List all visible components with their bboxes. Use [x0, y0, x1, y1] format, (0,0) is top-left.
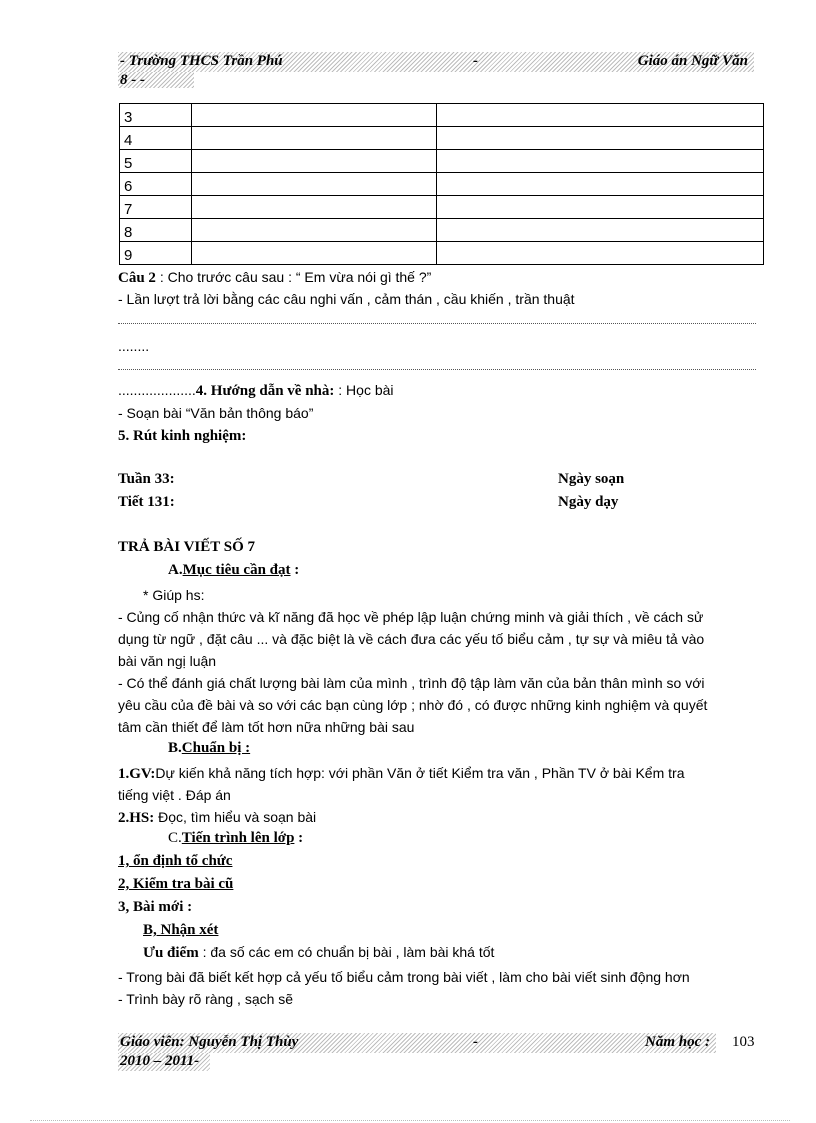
page-footer [118, 1033, 758, 1073]
section-c-heading: C.Tiến trình lên lớp : [168, 830, 304, 846]
header-bar [118, 52, 754, 72]
teach-date: Ngày dạy [558, 494, 619, 510]
dotted-line [118, 369, 756, 370]
row-number: 9 [120, 242, 192, 265]
lesson-title: TRẢ BÀI VIẾT SỐ 7 [118, 539, 255, 555]
objective-line: bài văn ngị luận [118, 653, 217, 669]
step-1: 1, ổn định tổ chức [118, 853, 233, 869]
row-number: 4 [120, 127, 192, 150]
homework-dots: .................... [118, 382, 196, 398]
table-row [120, 219, 764, 242]
table-row [120, 127, 764, 150]
subject-name: Giáo án Ngữ Văn [637, 53, 748, 69]
objective-line: - Củng cố nhận thức và kĩ năng đã học về phép lập luận chứng minh và giải thích , về cách sử [118, 609, 704, 625]
footer-bar-2 [118, 1053, 210, 1071]
dotted-line [118, 323, 756, 324]
gv-text: Dự kiến khả năng tích hợp: với phần Văn ở tiết Kiểm tra văn , Phần TV ở bài Kểm tra [155, 765, 685, 781]
school-years: 2010 – 2011- [120, 1053, 200, 1069]
strengths-text: : đa số các em có chuẩn bị bài , làm bài khá tốt [198, 944, 495, 960]
strengths-label: Ưu điểm [143, 945, 199, 961]
row-number: 7 [120, 196, 192, 219]
header-bar-2 [118, 72, 194, 88]
lesson-learned-heading: 5. Rút kinh nghiệm: [118, 428, 247, 444]
period-label: Tiết 131: [118, 494, 175, 510]
review-heading: B, Nhận xét [143, 922, 219, 938]
objective-line: - Có thể đánh giá chất lượng bài làm của mình , trình độ tập làm văn của bản thân mình so với [118, 675, 705, 691]
objective-line: dụng từ ngữ , đặt câu ... và đặc biệt là về cách đưa các yếu tố biểu cảm , tự sự và miêu tả vào [118, 631, 705, 647]
question-2-instruction: - Lần lượt trả lời bằng các câu nghi vấn , cảm thán , cầu khiến , trần thuật [118, 291, 575, 307]
grade-label: 8 - - [120, 72, 145, 88]
page-number: 103 [732, 1034, 755, 1050]
hs-text: Đọc, tìm hiểu và soạn bài [154, 809, 317, 825]
step-2: 2, Kiểm tra bài cũ [118, 876, 234, 892]
row-number: 5 [120, 150, 192, 173]
objective-line: tâm cần thiết để làm tốt hơn nữa những bài sau [118, 719, 415, 735]
row-number: 8 [120, 219, 192, 242]
gv-label: 1.GV: [118, 766, 156, 782]
teacher-name: Giáo viên: Nguyễn Thị Thùy [120, 1034, 299, 1050]
header-dash: - [473, 53, 478, 69]
section-b-heading: B.Chuẩn bị : [168, 740, 251, 756]
answer-table [119, 103, 764, 265]
row-number: 3 [120, 104, 192, 127]
section-a-heading: A.Mục tiêu cần đạt : [168, 562, 300, 578]
strengths-line [143, 944, 494, 962]
homework-label: 4. Hướng dẫn về nhà: [195, 383, 335, 399]
question-2-text: : Cho trước câu sau : “ Em vừa nói gì thế ?” [155, 269, 432, 285]
school-year-label: Năm học : [645, 1034, 710, 1050]
week-label: Tuần 33: [118, 471, 175, 487]
question-2 [118, 266, 758, 289]
table-row [120, 173, 764, 196]
table-row [120, 242, 764, 265]
homework-line [118, 379, 758, 402]
row-number: 6 [120, 173, 192, 196]
homework-item: - Soạn bài “Văn bản thông báo” [118, 405, 314, 421]
homework-text: : Học bài [334, 382, 394, 398]
help-label: * Giúp hs: [143, 587, 205, 603]
gv-line [118, 762, 758, 785]
page-bottom-border [30, 1120, 790, 1121]
question-2-label: Câu 2 [118, 270, 156, 286]
gv-line-2: tiếng việt . Đáp án [118, 787, 231, 803]
dotted-short: ........ [118, 338, 150, 354]
table-row [120, 196, 764, 219]
prep-date: Ngày soạn [558, 471, 625, 487]
strength-item: - Trình bày rõ ràng , sạch sẽ [118, 991, 294, 1007]
hs-label: 2.HS: [118, 810, 155, 826]
objective-line: yêu cầu của đề bài và so với các bạn cùng lớp ; nhờ đó , có được những kinh nghiệm và quyết [118, 697, 708, 713]
page-header [118, 52, 754, 88]
step-3: 3, Bài mới : [118, 899, 193, 915]
table-row [120, 150, 764, 173]
footer-dash: - [473, 1034, 478, 1050]
strength-item: - Trong bài đã biết kết hợp cả yếu tố biểu cảm trong bài viết , làm cho bài viết sinh động hơn [118, 969, 690, 985]
hs-line [118, 806, 758, 829]
table-row [120, 104, 764, 127]
school-name: - Trường THCS Trần Phú [120, 53, 283, 69]
footer-bar [118, 1033, 716, 1053]
